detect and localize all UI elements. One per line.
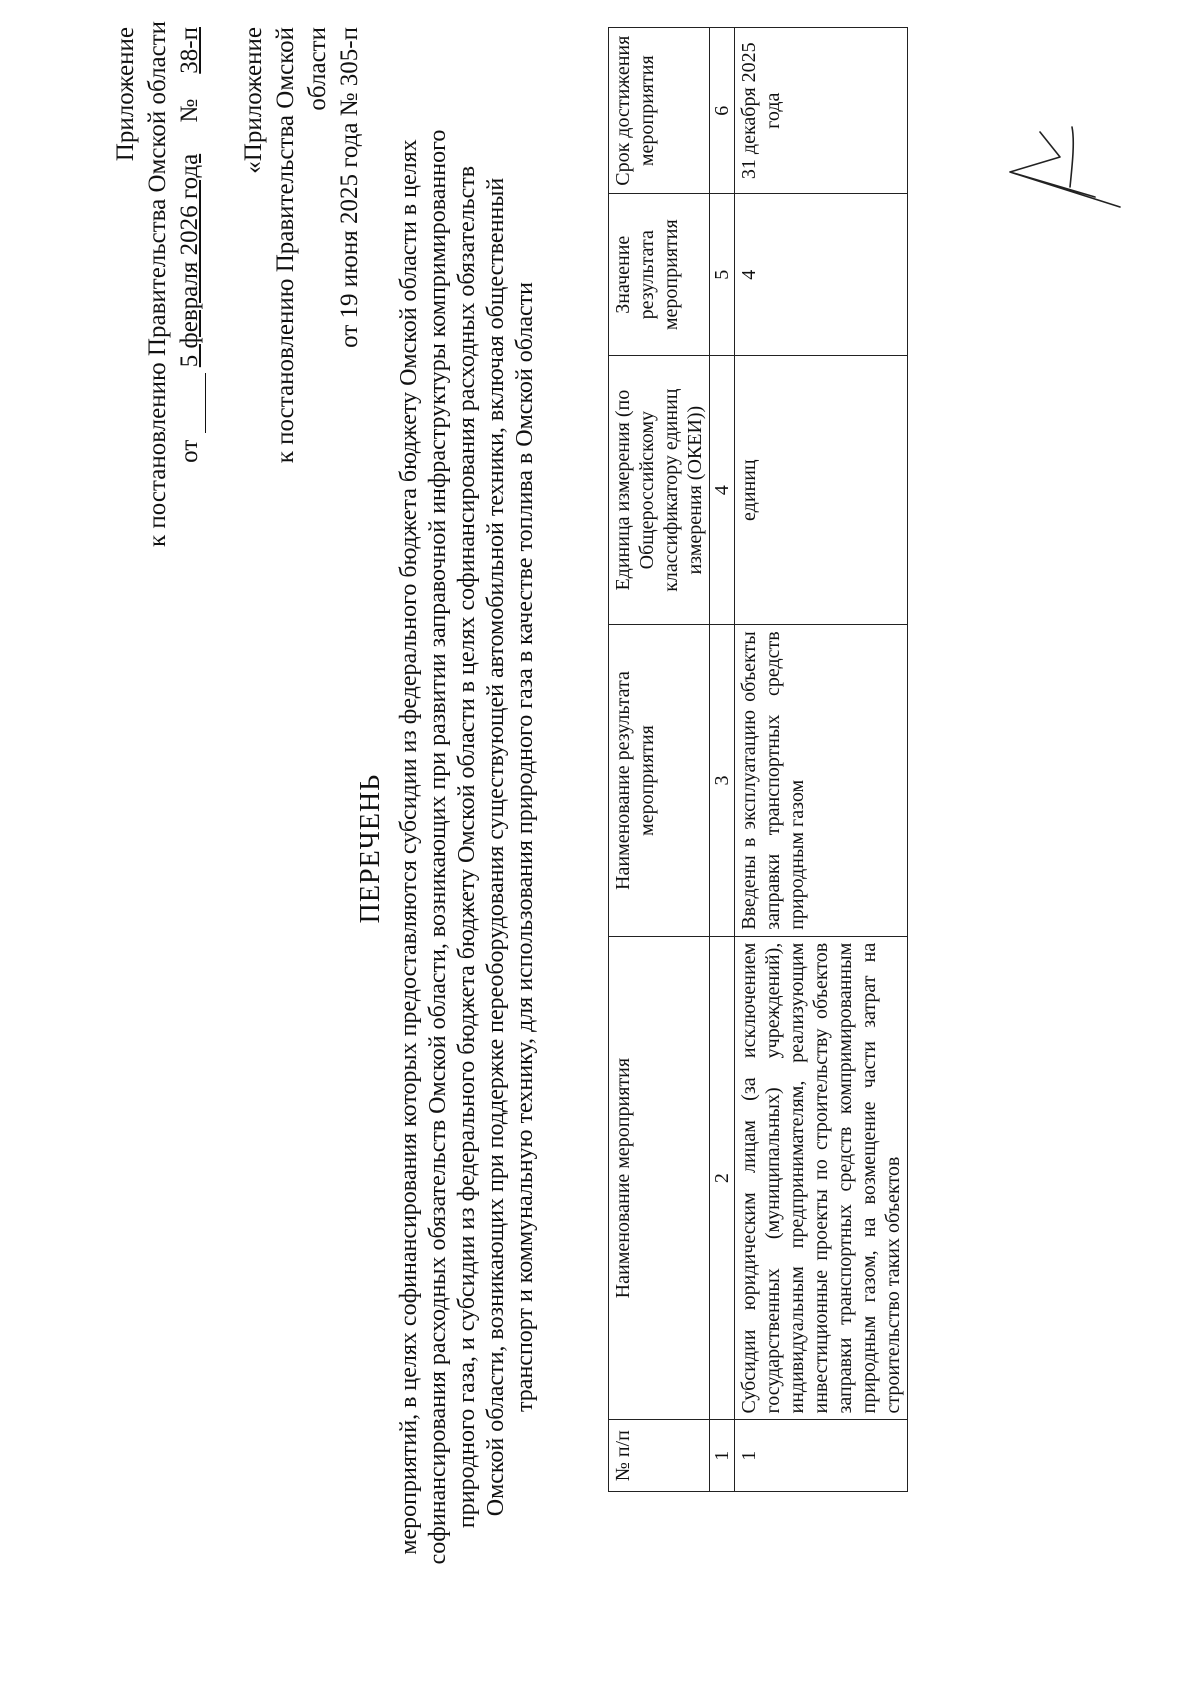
table-header-row [609, 28, 710, 1492]
row-event: Субсидии юридическим лицам (за исключением государственных (муниципальных) учреждений), индивидуальным предпринимателям, реализующим инвестиционные проекты по строительству объектов заправки транспортных средств компримированным природным газом, на возмещение части затрат на строительство таких объектов [735, 936, 908, 1420]
row-deadline: 31 декабря 2025 года [735, 28, 908, 194]
row-result: Введены в эксплуатацию объекты заправки транспортных средств природным газом [735, 625, 908, 936]
column-number: 2 [710, 936, 735, 1420]
previous-appendix-stamp [238, 27, 366, 547]
column-number: 3 [710, 625, 735, 936]
date-prefix: от [176, 439, 203, 463]
handwritten-signature [1000, 117, 1130, 227]
previous-appendix-resolution: к постановлению Правительства Омской области [272, 27, 331, 464]
row-unit: единиц [735, 356, 908, 625]
appendix-date-line [174, 27, 206, 547]
number-prefix: № [176, 98, 203, 123]
header-deadline: Срок достижения мероприятия [609, 28, 710, 194]
header-number: № п/п [609, 1420, 710, 1492]
appendix-number: 38-п [176, 27, 203, 74]
column-number: 5 [710, 194, 735, 356]
date-blank [181, 373, 206, 433]
header-value: Значение результата мероприятия [609, 194, 710, 356]
appendix-label: Приложение [112, 27, 139, 162]
column-number-row [710, 28, 735, 1492]
document-title: ПЕРЕЧЕНЬ [355, 773, 386, 924]
header-result: Наименование результата мероприятия [609, 625, 710, 936]
previous-appendix-date: от 19 июня 2025 года № 305-п [336, 27, 363, 348]
row-value: 4 [735, 194, 908, 356]
document-heading: мероприятий, в целях софинансирования которых предоставляются субсидии из федерального бюджета бюджету Омской области в целях софинансирования расходных обязательств Омской области, возникающих при развитии заправочной инфраструктуры компримированного природного газа, и субсидии из федерального бюджета бюджету Омской области в целях софинансирования расходных обязательств Омской области, возникающих при поддержке переоборудования существующей автомобильной техники, включая общественный транспорт и коммунальную технику, для использования природного газа в качестве топлива в Омской области [396, 129, 538, 1565]
column-number: 1 [710, 1420, 735, 1492]
events-table [608, 27, 908, 1492]
table-row [735, 28, 908, 1492]
previous-appendix-label: «Приложение [240, 27, 267, 174]
column-number: 4 [710, 356, 735, 625]
header-unit: Единица измерения (по Общероссийскому классификатору единиц измерения (ОКЕИ)) [609, 356, 710, 625]
appendix-stamp [110, 20, 206, 547]
column-number: 6 [710, 28, 735, 194]
header-event: Наименование мероприятия [609, 936, 710, 1420]
appendix-date: 5 февраля 2026 года [176, 153, 203, 368]
row-number: 1 [735, 1420, 908, 1492]
appendix-resolution: к постановлению Правительства Омской области [144, 20, 171, 547]
